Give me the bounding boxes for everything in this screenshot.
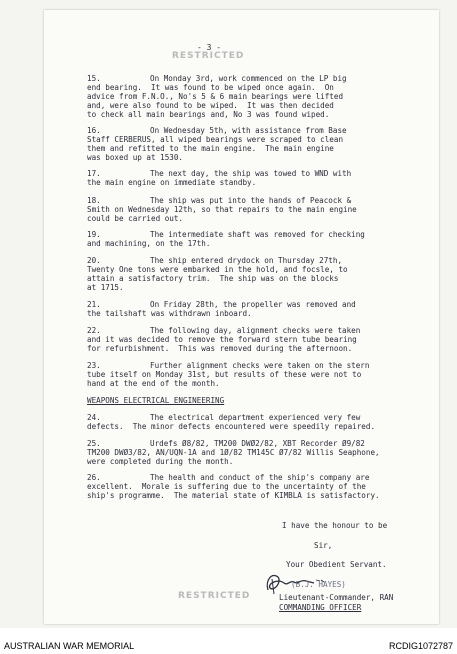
closing-honour: I have the honour to be [282,521,388,530]
para-25-line-2: TM200 DWØ3/82, AN/UQN-1A and 1Ø/82 TM145C Ø7/82 Willis Seaphone, [87,448,380,457]
signatory-name: (B.J. HAYES) [291,580,346,589]
para-23-line-2: tube itself on Monday 31st, but results of these were not to [87,370,362,379]
para-18-line-2: Smith on Wednesday 12th, so that repairs to the main engine [87,205,357,214]
footer-record-id: RCDIG1072787 [388,641,453,651]
para-18-line-1: The ship was put into the hands of Peacock & [150,196,352,205]
para-22-line-1: The following day, alignment checks were taken [150,326,361,335]
para-15-line-1: On Monday 3rd, work commenced on the LP big [150,74,347,83]
para-19-number: 19. [87,230,101,239]
para-16-number: 16. [87,126,101,135]
para-16-line-1: On Wednesday 5th, with assistance from Base [150,126,347,135]
para-21-line-1: On Friday 28th, the propeller was removed and [150,300,356,309]
para-17-number: 17. [87,169,101,178]
para-25-number: 25. [87,439,101,448]
para-21-line-2: the tailshaft was withdrawn inboard. [87,309,252,318]
para-16-line-4: was boxed up at 1530. [87,153,184,162]
para-20-line-4: at 1715. [87,283,124,292]
para-26-line-2: excellent. Morale is suffering due to the uncertainty of the [87,482,366,491]
para-20-line-2: Twenty One tons were embarked in the hold, and focsle, to [87,265,348,274]
footer-bar [0,628,457,654]
para-15-line-4: and, were also found to be wiped. It was then decided [87,101,334,110]
para-26-number: 26. [87,473,101,482]
para-16-line-3: them and refitted to the main engine. The main engine [87,144,334,153]
para-23-line-1: Further alignment checks were taken on the stern [150,361,370,370]
signatory-title: COMMANDING OFFICER [279,603,362,612]
para-21-number: 21. [87,300,101,309]
para-22-line-3: for refurbishment. This was removed during the afternoon. [87,344,353,353]
para-15-number: 15. [87,74,101,83]
para-19-line-1: The intermediate shaft was removed for checking [150,230,365,239]
para-15-line-3: advice from F.N.O., No's 5 & 6 main bearings were lifted [87,92,344,101]
section-heading: WEAPONS ELECTRICAL ENGINEERING [87,396,225,405]
page-number: - 3 - [197,43,222,52]
para-24-line-2: defects. The minor defects encountered were speedily repaired. [87,422,376,431]
footer-source: AUSTRALIAN WAR MEMORIAL [4,641,135,651]
para-18-line-3: could be carried out. [87,214,184,223]
para-17-line-1: The next day, the ship was towed to WND with [150,169,352,178]
para-25-line-1: Urdefs Ø8/82, TM200 DWØ2/82, XBT Recorder Ø9/82 [150,439,365,448]
para-23-number: 23. [87,361,101,370]
para-22-line-2: and it was decided to remove the forward stern tube bearing [87,335,357,344]
para-23-line-3: hand at the end of the month. [87,379,220,388]
para-20-line-1: The ship entered drydock on Thursday 27th, [150,256,343,265]
para-17-line-2: the main engine on immediate standby. [87,178,257,187]
para-20-number: 20. [87,256,101,265]
classification-stamp-bottom: RESTRICTED [178,591,251,601]
para-20-line-3: attain a satisfactory trim. The ship was on the blocks [87,274,339,283]
closing-sir: Sir, [314,541,333,550]
para-24-number: 24. [87,413,101,422]
para-18-number: 18. [87,196,101,205]
para-15-line-2: end bearing. It was found to be wiped once again. On [87,83,334,92]
para-15-line-5: to check all main bearings and, No 3 was found wiped. [87,110,330,119]
para-24-line-1: The electrical department experienced very few [150,413,361,422]
para-16-line-2: Staff CERBERUS, all wiped bearings were scraped to clean [87,135,344,144]
para-22-number: 22. [87,326,101,335]
para-25-line-3: were completed during the month. [87,457,234,466]
para-26-line-1: The health and conduct of the ship's company are [150,473,370,482]
signatory-rank: Lieutenant-Commander, RAN [279,593,394,602]
classification-stamp-top: RESTRICTED [172,51,245,61]
closing-obedient-servant: Your Obedient Servant. [286,560,387,569]
para-26-line-3: ship's programme. The material state of KIMBLA is satisfactory. [87,491,380,500]
para-19-line-2: and machining, on the 17th. [87,239,211,248]
